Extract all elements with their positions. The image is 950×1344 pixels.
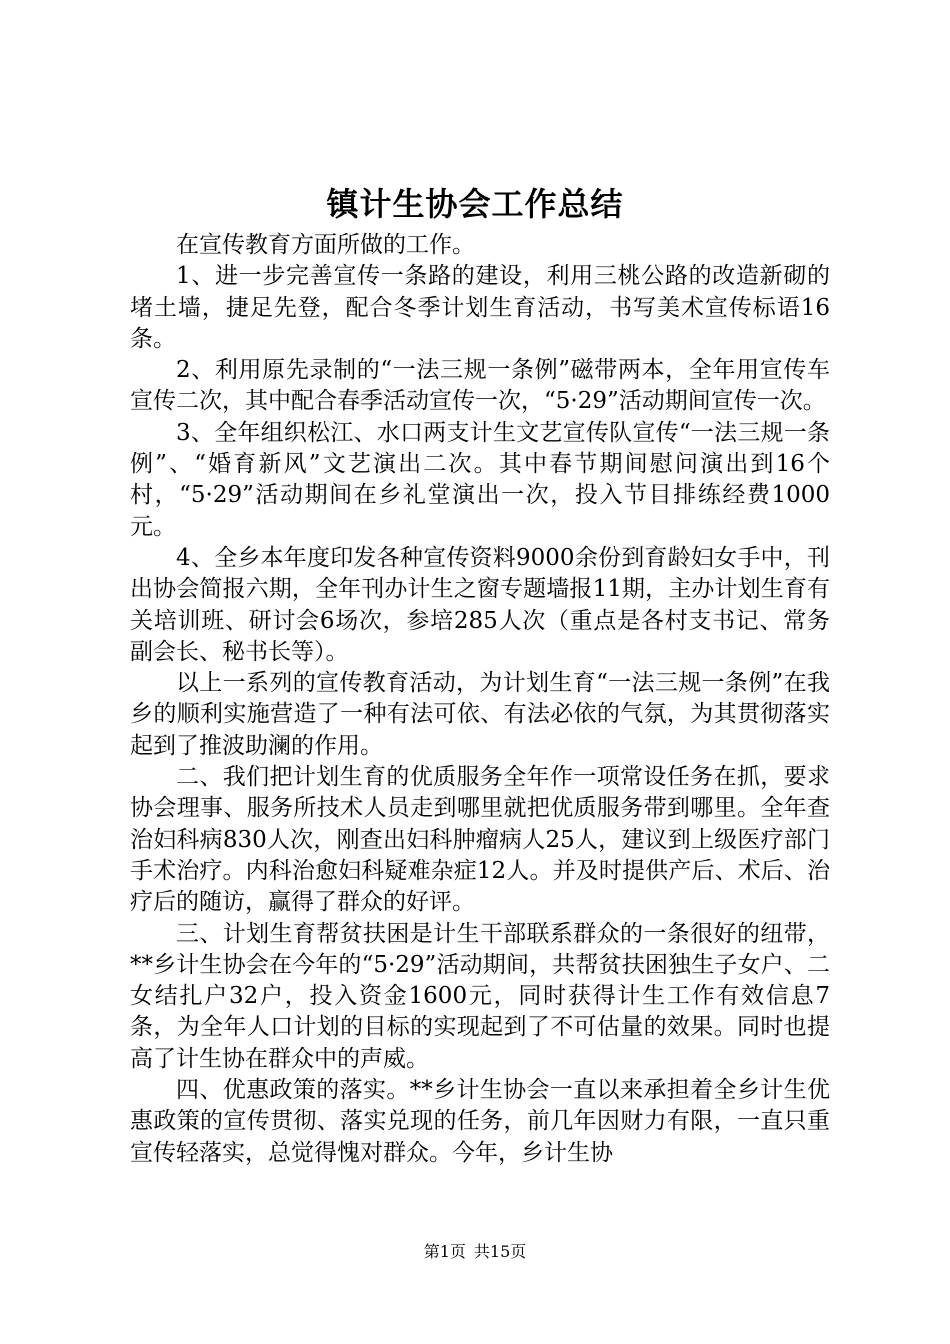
document-body — [130, 230, 830, 1169]
document-title: 镇计生协会工作总结 — [326, 185, 624, 223]
paragraph: 在宣传教育方面所做的工作。 — [176, 232, 475, 258]
paragraph: 三、计划生育帮贫扶困是计生干部联系群众的一条很好的纽带，**乡计生协会在今年的“5·29”活动期间，共帮贫扶困独生子女户、二女结扎户32户，投入资金1600元，同时获得计生工作有效信息7条，为全年人口计划的目标的实现起到了不可估量的效果。同时也提高了计生协在群众中的声威。 — [130, 920, 830, 1072]
paragraph: 1、进一步完善宣传一条路的建设，利用三桃公路的改造新砌的堵土墙，捷足先登，配合冬季计划生育活动，书写美术宣传标语16条。 — [130, 263, 830, 352]
paragraph: 3、全年组织松江、水口两支计生文艺宣传队宣传“一法三规一条例”、“婚育新风”文艺演出二次。其中春节期间慰问演出到16个村，“5·29”活动期间在乡礼堂演出一次，投入节目排练经费1000元。 — [130, 419, 830, 540]
page-footer — [0, 1241, 950, 1263]
paragraph: 四、优惠政策的落实。**乡计生协会一直以来承担着全乡计生优惠政策的宣传贯彻、落实兑现的任务，前几年因财力有限，一直只重宣传轻落实，总觉得愧对群众。今年，乡计生协 — [130, 1077, 830, 1166]
paragraph: 以上一系列的宣传教育活动，为计划生育“一法三规一条例”在我乡的顺利实施营造了一种有法可依、有法必依的气氛，为其贯彻落实起到了推波助澜的作用。 — [130, 670, 830, 759]
paragraph: 2、利用原先录制的“一法三规一条例”磁带两本，全年用宣传车宣传二次，其中配合春季活动宣传一次，“5·29”活动期间宣传一次。 — [130, 357, 830, 415]
page-total: 共15页 — [473, 1242, 527, 1261]
paragraph: 4、全乡本年度印发各种宣传资料9000余份到育龄妇女手中，刊出协会简报六期，全年刊办计生之窗专题墙报11期，主办计划生育有关培训班、研讨会6场次，参培285人次（重点是各村支书记、常务副会长、秘书长等）。 — [130, 544, 830, 665]
paragraph: 二、我们把计划生育的优质服务全年作一项常设任务在抓，要求协会理事、服务所技术人员走到哪里就把优质服务带到哪里。全年查治妇科病830人次，刚查出妇科肿瘤病人25人，建议到上级医疗部门手术治疗。内科治愈妇科疑难杂症12人。并及时提供产后、术后、治疗后的随访，赢得了群众的好评。 — [130, 764, 830, 916]
page-number: 第1页 — [423, 1242, 466, 1261]
